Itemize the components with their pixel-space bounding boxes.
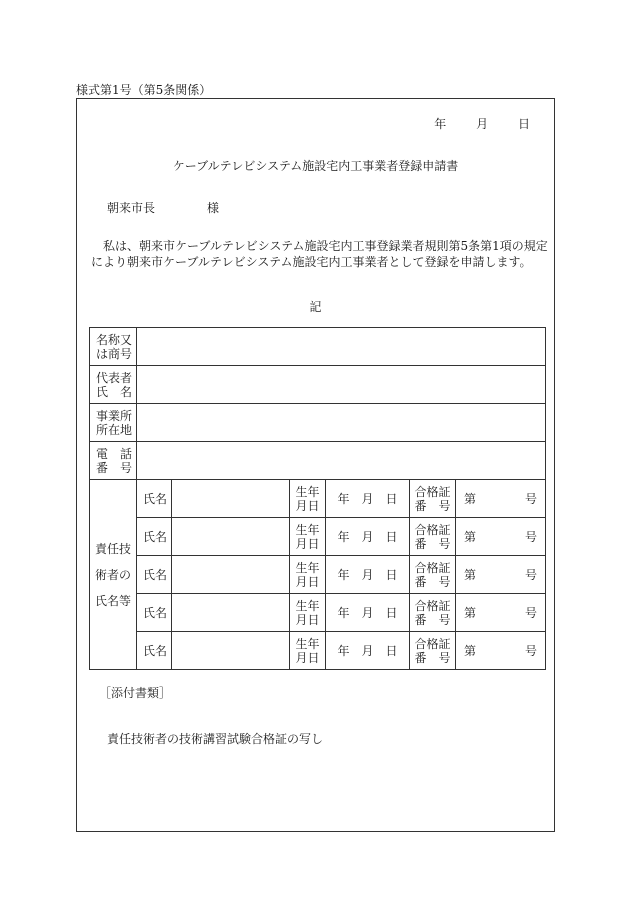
addressee (107, 201, 219, 215)
statement-line-1: 私は、朝来市ケーブルテレビシステム施設宅内工事登録業者規則第5条第1項の規定 (103, 239, 548, 253)
technician-name-label: 氏名 (137, 556, 172, 594)
certificate-number-field[interactable]: 第 号 (456, 632, 546, 670)
table-row-representative (90, 366, 546, 404)
birthdate-field[interactable]: 年 月 日 (326, 594, 410, 632)
date-month-label: 月 (476, 117, 489, 131)
table-row-technician (90, 632, 546, 670)
office-address-field[interactable] (137, 404, 546, 442)
technician-name-label: 氏名 (137, 594, 172, 632)
office-address-label: 事業所 所在地 (90, 404, 137, 442)
table-row-company-name (90, 328, 546, 366)
form-title: ケーブルテレビシステム施設宅内工事業者登録申請書 (172, 159, 459, 173)
attachment-item: 責任技術者の技術講習試験合格証の写し (107, 732, 324, 746)
birthdate-label: 生年 月日 (290, 518, 326, 556)
technician-name-label: 氏名 (137, 518, 172, 556)
birthdate-label: 生年 月日 (290, 556, 326, 594)
birthdate-field[interactable]: 年 月 日 (326, 480, 410, 518)
table-row-office-address (90, 404, 546, 442)
statement-line-2: により朝来市ケーブルテレビシステム施設宅内工事業者として登録を申請します。 (91, 255, 532, 269)
certificate-number-label: 合格証 番 号 (410, 556, 456, 594)
table-row-technician (90, 480, 546, 518)
technician-header: 責任技 術者の 氏名等 (90, 480, 137, 670)
representative-label: 代表者 氏 名 (90, 366, 137, 404)
technician-name-label: 氏名 (137, 632, 172, 670)
certificate-number-label: 合格証 番 号 (410, 480, 456, 518)
technician-name-field[interactable] (172, 556, 290, 594)
technician-name-field[interactable] (172, 518, 290, 556)
table-row-technician (90, 556, 546, 594)
birthdate-field[interactable]: 年 月 日 (326, 632, 410, 670)
birthdate-field[interactable]: 年 月 日 (326, 556, 410, 594)
phone-field[interactable] (137, 442, 546, 480)
registration-table (89, 327, 546, 670)
technician-name-field[interactable] (172, 594, 290, 632)
application-statement (91, 238, 548, 270)
table-row-technician (90, 594, 546, 632)
certificate-number-field[interactable]: 第 号 (456, 594, 546, 632)
form-number-label: 様式第1号（第5条関係） (76, 83, 212, 97)
date-day-label: 日 (517, 117, 530, 131)
certificate-number-field[interactable]: 第 号 (456, 480, 546, 518)
technician-name-label: 氏名 (137, 480, 172, 518)
representative-field[interactable] (137, 366, 546, 404)
certificate-number-label: 合格証 番 号 (410, 518, 456, 556)
date-line (434, 117, 530, 131)
ki-heading: 記 (309, 300, 322, 314)
table-row-phone (90, 442, 546, 480)
addressee-name: 朝来市長 (107, 201, 156, 215)
technician-name-field[interactable] (172, 480, 290, 518)
attachments-heading: ［添付書類］ (99, 686, 172, 700)
birthdate-label: 生年 月日 (290, 480, 326, 518)
certificate-number-label: 合格証 番 号 (410, 632, 456, 670)
phone-label: 電 話 番 号 (90, 442, 137, 480)
table-row-technician (90, 518, 546, 556)
company-name-field[interactable] (137, 328, 546, 366)
technician-name-field[interactable] (172, 632, 290, 670)
certificate-number-field[interactable]: 第 号 (456, 518, 546, 556)
birthdate-label: 生年 月日 (290, 632, 326, 670)
company-name-label: 名称又 は商号 (90, 328, 137, 366)
application-form (76, 98, 555, 832)
certificate-number-label: 合格証 番 号 (410, 594, 456, 632)
date-year-label: 年 (434, 117, 447, 131)
birthdate-field[interactable]: 年 月 日 (326, 518, 410, 556)
addressee-honorific: 様 (207, 201, 220, 215)
certificate-number-field[interactable]: 第 号 (456, 556, 546, 594)
birthdate-label: 生年 月日 (290, 594, 326, 632)
